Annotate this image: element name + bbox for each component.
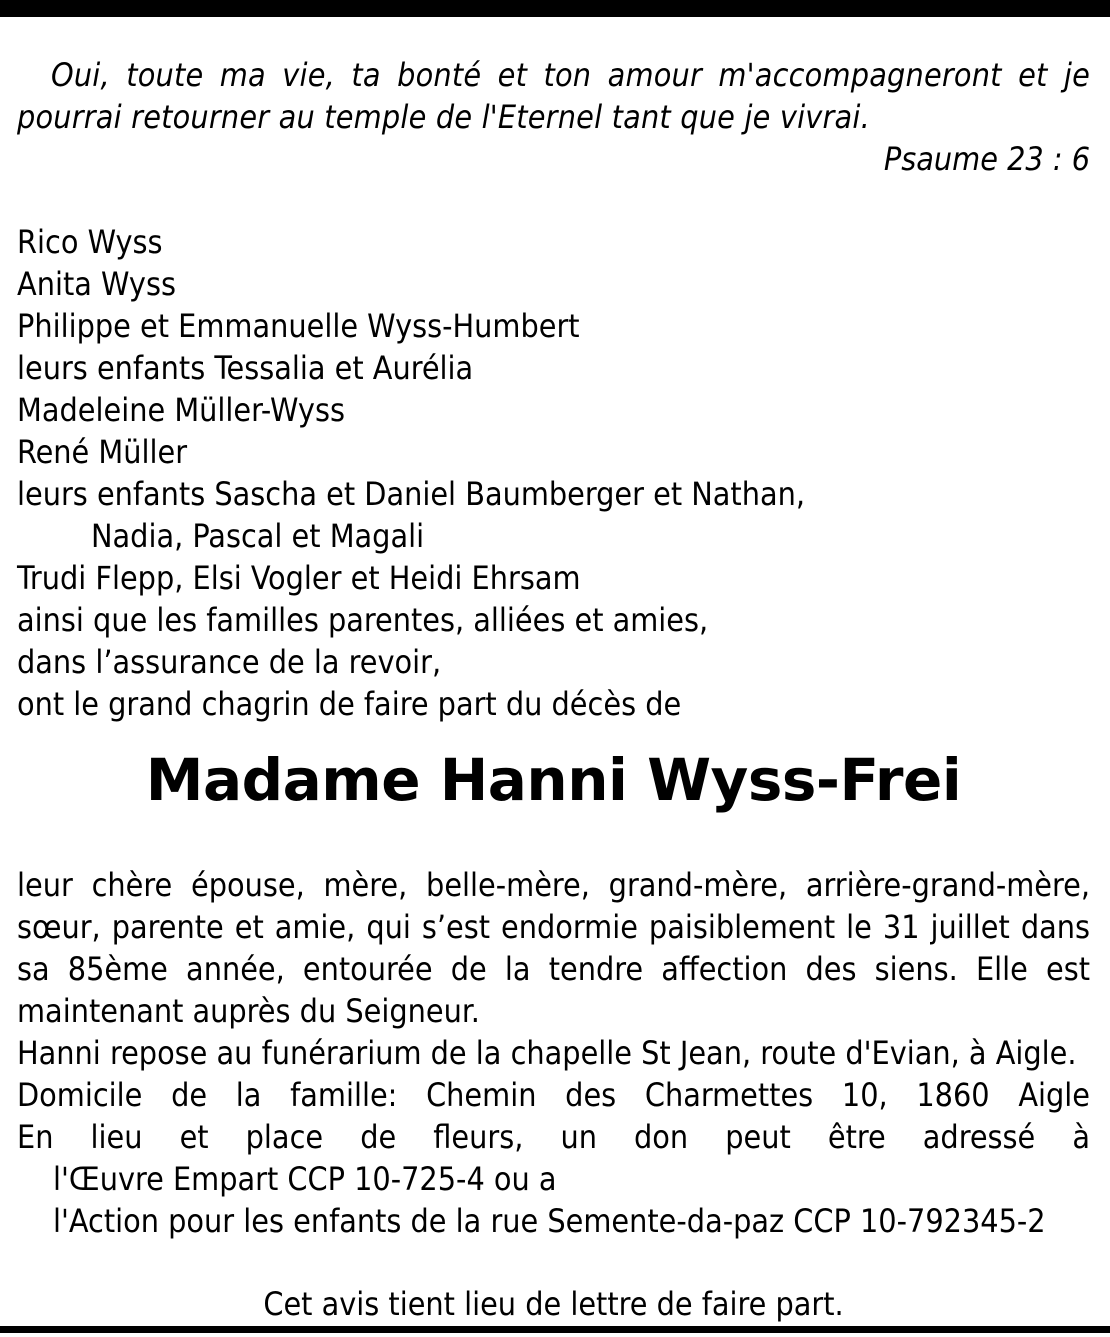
scripture-reference: Psaume 23 : 6	[883, 140, 1090, 178]
family-line: Trudi Flepp, Elsi Vogler et Heidi Ehrsam	[17, 559, 581, 597]
family-line: leurs enfants Tessalia et Aurélia	[17, 349, 474, 387]
family-line: ainsi que les familles parentes, alliées et amies,	[17, 601, 709, 639]
family-line: Rico Wyss	[17, 223, 163, 261]
bottom-border-rule	[0, 1326, 1110, 1333]
family-line: ont le grand chagrin de faire part du décès de	[17, 685, 682, 723]
family-line: dans l’assurance de la revoir,	[17, 643, 442, 681]
family-list	[17, 221, 1090, 725]
domicile-line: Domicile de la famille: Chemin des Charmettes 10, 1860 Aigle	[17, 1076, 1090, 1114]
scripture-verse: Oui, toute ma vie, ta bonté et ton amour m'accompagneront et je pourrai retourner au temple de l'Eternel tant que je vivrai.	[17, 56, 1090, 136]
body-paragraph: leur chère épouse, mère, belle-mère, grand-mère, arrière-grand-mère, sœur, parente et amie, qui s’est endormie paisiblement le 31 juillet dans sa 85ème année, entourée de la tendre affection des siens. Elle est maintenant auprès du Seigneur.	[17, 866, 1090, 1030]
notice-body	[17, 864, 1090, 1242]
top-border-rule	[0, 0, 1110, 17]
family-line: Madeleine Müller-Wyss	[17, 391, 345, 429]
family-line: Philippe et Emmanuelle Wyss-Humbert	[17, 307, 580, 345]
deceased-name: Madame Hanni Wyss-Frei	[145, 746, 962, 814]
family-line: Nadia, Pascal et Magali	[91, 517, 425, 555]
donation-line: l'Action pour les enfants de la rue Semente-da-paz CCP 10-792345-2	[53, 1202, 1046, 1240]
repose-line: Hanni repose au funérarium de la chapelle St Jean, route d'Evian, à Aigle.	[17, 1034, 1077, 1072]
family-line: Anita Wyss	[17, 265, 176, 303]
family-line: René Müller	[17, 433, 188, 471]
donation-line: l'Œuvre Empart CCP 10-725-4 ou a	[53, 1160, 557, 1198]
family-line: leurs enfants Sascha et Daniel Baumberger et Nathan,	[17, 475, 805, 513]
closing-line: Cet avis tient lieu de lettre de faire part.	[263, 1285, 844, 1323]
donation-intro: En lieu et place de fleurs, un don peut être adressé à	[17, 1118, 1090, 1156]
